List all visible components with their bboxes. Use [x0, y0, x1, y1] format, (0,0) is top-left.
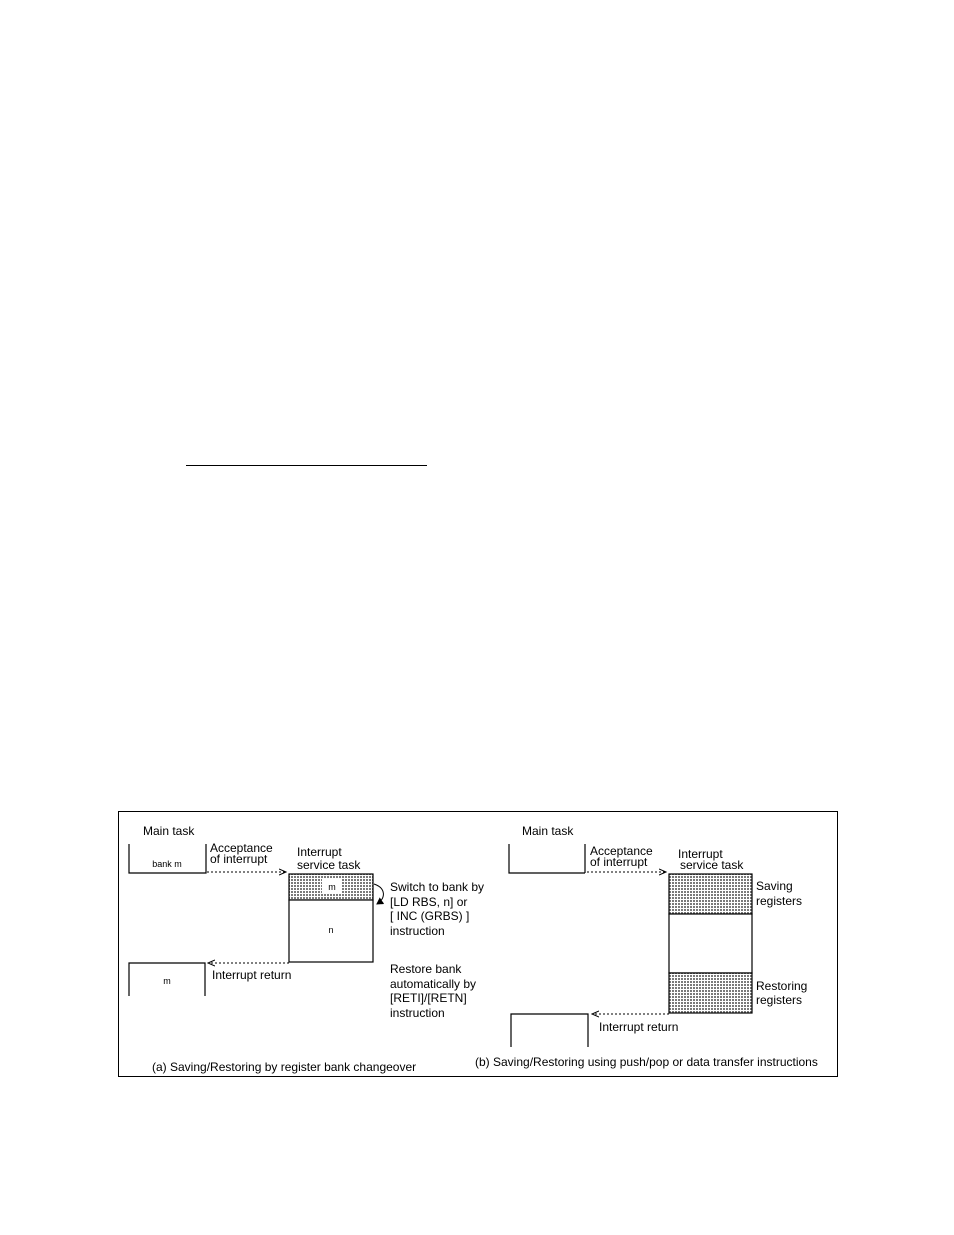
a-service-line1: Interrupt [297, 845, 342, 859]
a-switch-arrow [374, 884, 383, 904]
b-saving-shaded [669, 874, 752, 914]
a-bank-m-inner: m [328, 882, 336, 892]
a-restore-line1: Restore bank [390, 962, 462, 976]
b-interrupt-return: Interrupt return [599, 1020, 679, 1034]
a-switch-line2: [LD RBS, n] or [390, 895, 468, 909]
b-restoring-line1: Restoring [756, 979, 808, 993]
a-caption: (a) Saving/Restoring by register bank changeover [152, 1060, 417, 1074]
a-bank-m-label: bank m [152, 859, 182, 869]
b-main-task-bar [509, 844, 585, 873]
b-acceptance-line1: Acceptance [590, 844, 653, 858]
a-switch-line4: instruction [390, 924, 445, 938]
a-service-line2: service task [297, 858, 361, 872]
a-switch-line1: Switch to bank by [390, 880, 485, 894]
a-restore-line3: [RETI]/[RETN] [390, 991, 467, 1005]
a-acceptance-line1: Acceptance [210, 841, 273, 855]
a-return-bank: m [163, 976, 171, 986]
a-bank-n-inner: n [328, 925, 334, 935]
b-caption: (b) Saving/Restoring using push/pop or data transfer instructions [475, 1055, 818, 1069]
a-switch-line3: [ INC (GRBS) ] [390, 909, 470, 923]
b-restoring-line2: registers [756, 993, 803, 1007]
b-acceptance-line2: of interrupt [590, 855, 648, 869]
b-main-task-label: Main task [522, 824, 574, 838]
a-interrupt-return: Interrupt return [212, 968, 292, 982]
a-restore-line4: instruction [390, 1006, 445, 1020]
a-main-task-label: Main task [143, 824, 195, 838]
b-return-task-bar [511, 1014, 588, 1047]
b-service-body [669, 914, 752, 973]
a-acceptance-line2: of interrupt [210, 852, 268, 866]
b-service-line2: service task [680, 858, 744, 872]
b-saving-line2: registers [756, 894, 803, 908]
b-service-line1: Interrupt [678, 847, 723, 861]
a-restore-line2: automatically by [390, 977, 477, 991]
b-saving-line1: Saving [756, 879, 793, 893]
b-restoring-shaded [669, 973, 752, 1013]
